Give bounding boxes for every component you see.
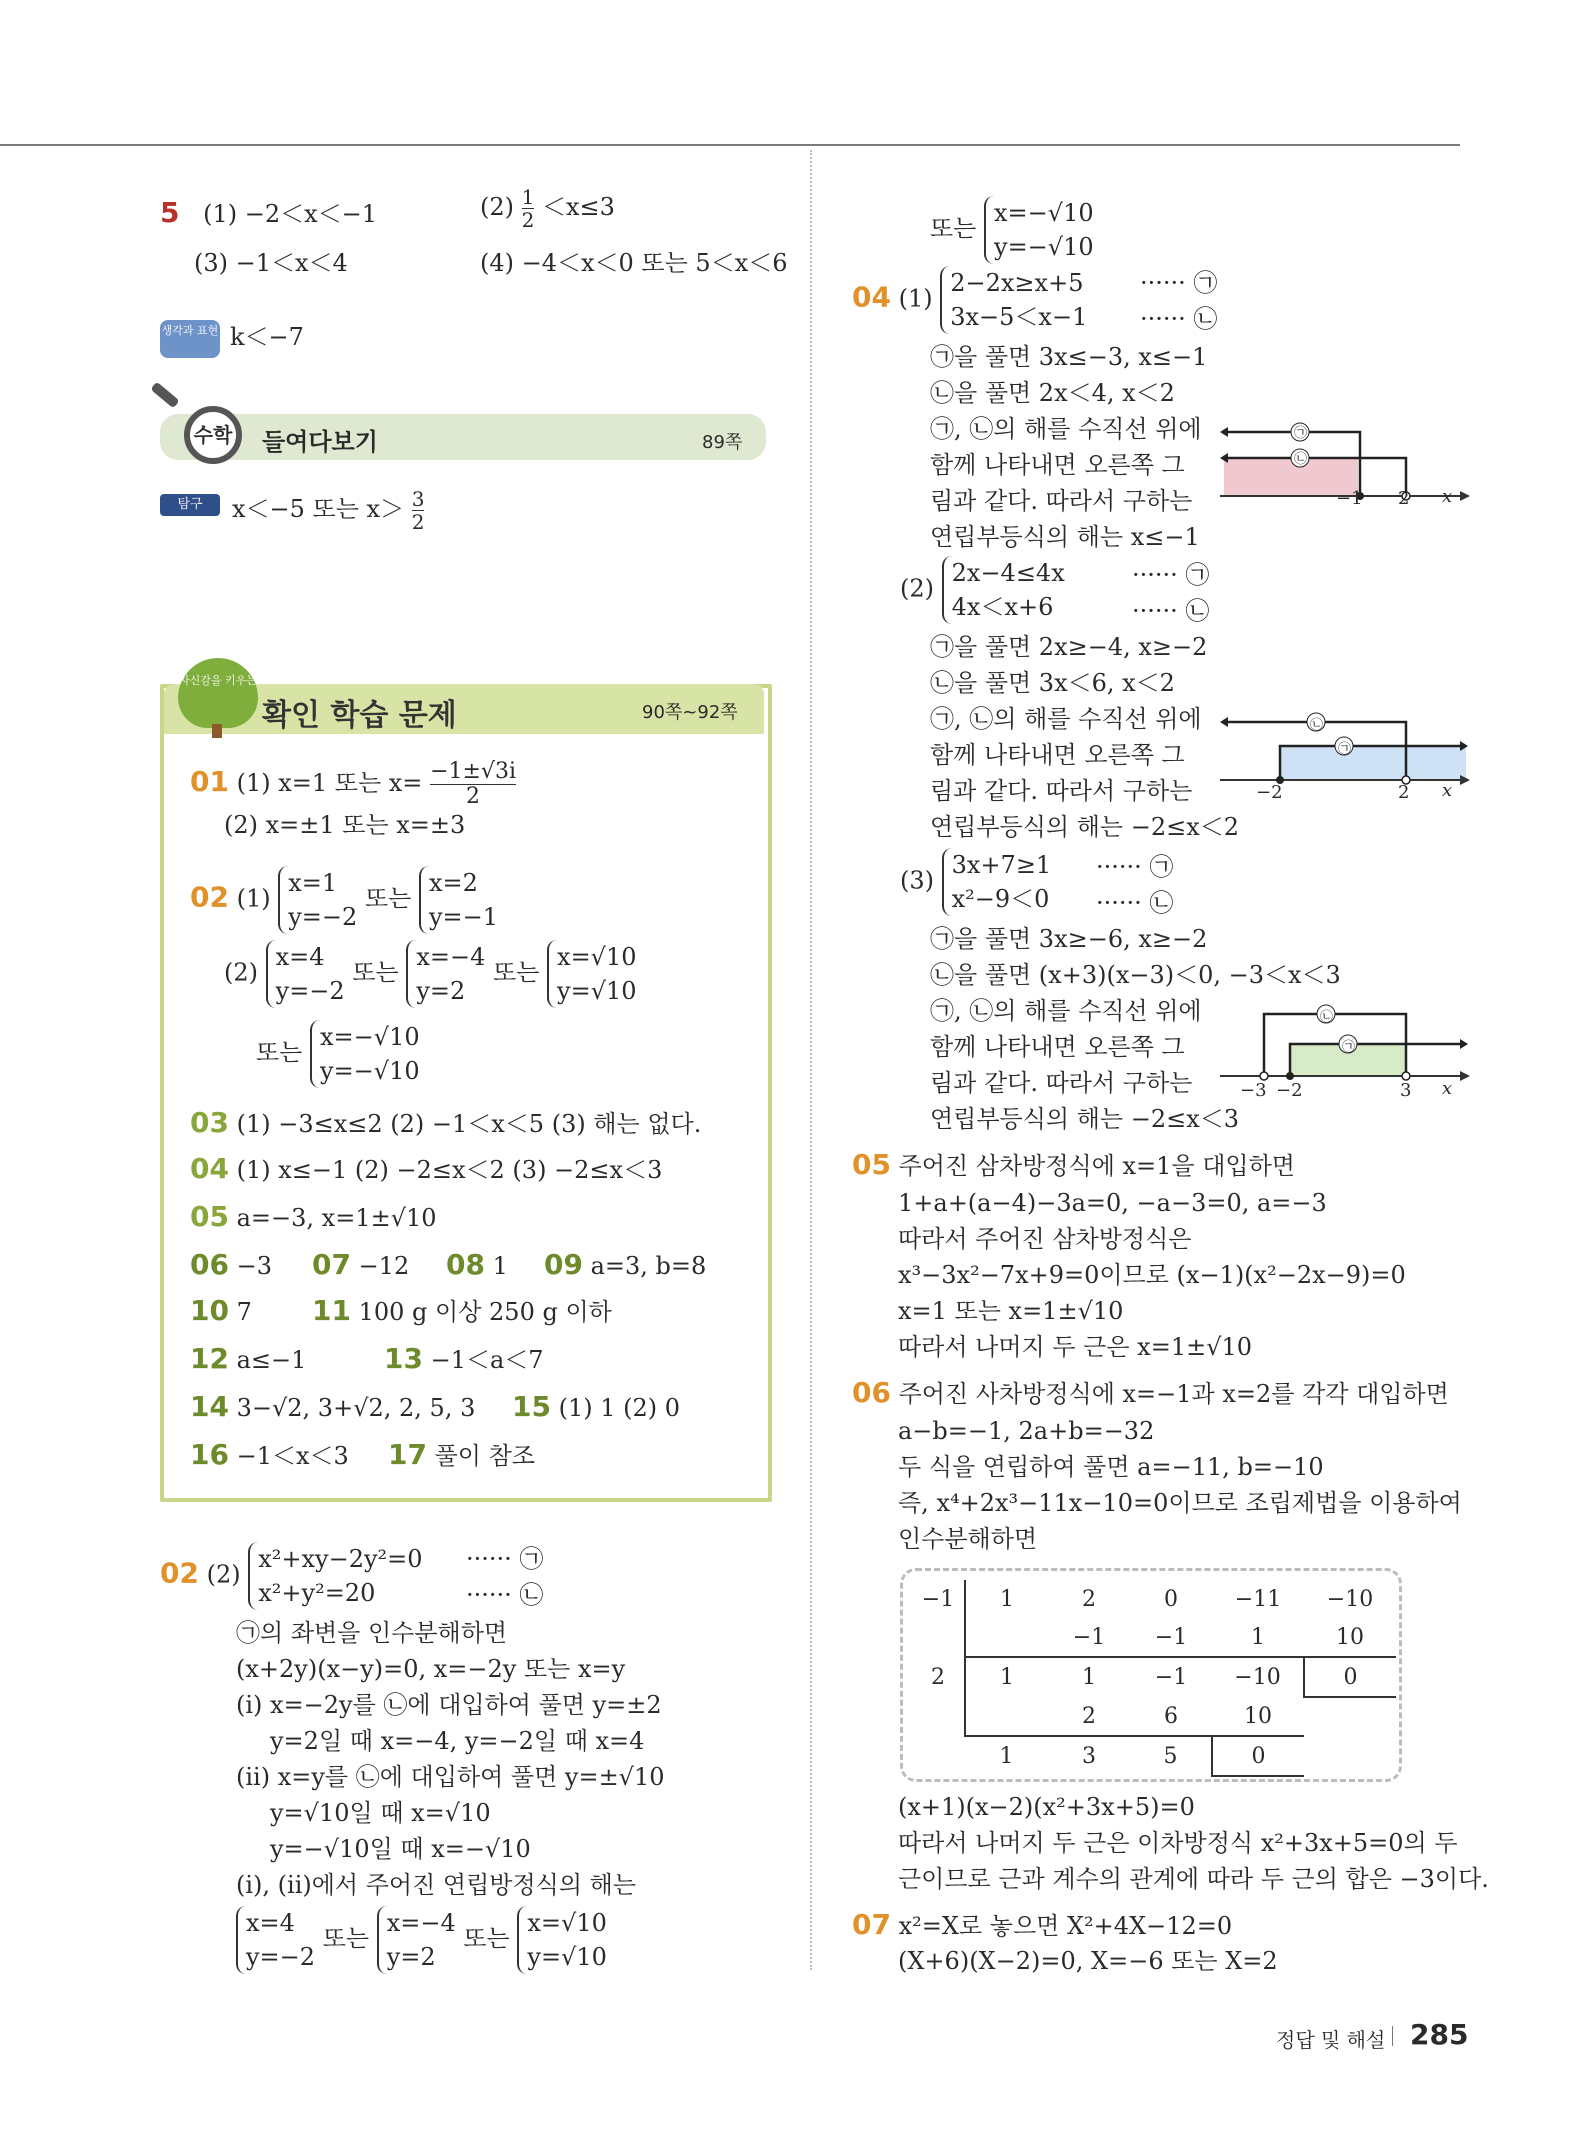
think-badge: 생각과 표현 bbox=[160, 320, 220, 358]
answer-06-text: −3 bbox=[236, 1252, 272, 1280]
nl2-xlabel: x bbox=[1442, 780, 1453, 801]
sol02-line: y=√10일 때 x=√10 bbox=[270, 1799, 491, 1827]
s05-line: 따라서 주어진 삼차방정식은 bbox=[898, 1225, 1192, 1253]
top-continued bbox=[930, 196, 1094, 264]
syn-cell bbox=[912, 1736, 965, 1776]
syn-cell: 1 bbox=[965, 1580, 1048, 1618]
syn-cell: 5 bbox=[1130, 1736, 1212, 1776]
sys-line: x=√10 bbox=[527, 1909, 607, 1937]
answer-02-2-sys1 bbox=[266, 940, 345, 1008]
answer-12-num: 12 bbox=[190, 1342, 229, 1375]
sol02-final-sys3 bbox=[517, 1906, 607, 1974]
s07-num: 07 bbox=[852, 1908, 891, 1941]
answer-03-text: (1) −3≤x≤2 (2) −1＜x＜5 (3) 해는 없다. bbox=[236, 1110, 702, 1138]
syn-remainder: 0 bbox=[1304, 1657, 1396, 1697]
s06-line: 인수분해하면 bbox=[898, 1525, 1038, 1553]
s04-p3-head bbox=[900, 848, 1051, 916]
answer-01-num: 01 bbox=[190, 765, 229, 798]
q5-frac-den: 2 bbox=[521, 208, 535, 232]
synthetic-division-table bbox=[912, 1580, 1396, 1777]
sys-line: y=√10 bbox=[557, 977, 637, 1005]
syn-divisor: −1 bbox=[921, 1586, 955, 1612]
nl1-label1: ㉠ bbox=[1294, 426, 1308, 441]
banner-page: 89쪽 bbox=[702, 432, 743, 453]
sys-line: y=−√10 bbox=[994, 233, 1094, 261]
sys-line: x=−4 bbox=[416, 943, 486, 971]
s04-p3-system bbox=[942, 848, 1052, 916]
footer-label: 정답 및 해설 bbox=[1276, 2028, 1386, 2052]
syn-cell: 0 bbox=[1164, 1586, 1178, 1612]
answer-02-2-cont bbox=[256, 1020, 420, 1088]
top-rule bbox=[0, 144, 1460, 146]
nl3-arrow bbox=[1460, 1071, 1470, 1081]
s05-line: 1+a+(a−4)−3a=0, −a−3=0, a=−3 bbox=[898, 1189, 1327, 1217]
nl3-label1: ㉡ bbox=[1320, 1010, 1334, 1025]
s04-mark: ······ ㉡ bbox=[1132, 597, 1210, 625]
or-text: 또는 bbox=[352, 958, 399, 987]
answer-08-text: 1 bbox=[492, 1252, 508, 1280]
nl1-arrow bbox=[1460, 491, 1470, 501]
s06-line: 따라서 나머지 두 근은 이차방정식 x²+3x+5=0의 두 bbox=[898, 1829, 1458, 1857]
review-pages: 90쪽~92쪽 bbox=[642, 702, 738, 723]
sys-line: x=√10 bbox=[557, 943, 637, 971]
nl3-point-open2 bbox=[1402, 1072, 1410, 1080]
or-text: 또는 bbox=[256, 1038, 303, 1067]
answer-06-num: 06 bbox=[190, 1248, 229, 1281]
s04-line: ㉠을 풀면 3x≥−6, x≥−2 bbox=[930, 925, 1208, 953]
answer-09-num: 09 bbox=[544, 1248, 583, 1281]
answer-01-frac-num: −1±√3i bbox=[430, 759, 516, 784]
s04-num: 04 bbox=[852, 280, 891, 314]
sol02-mark2: ······ ㉡ bbox=[466, 1581, 544, 1609]
tree-icon: 자신감을 키우는 bbox=[178, 658, 258, 728]
s04-line: ㉠, ㉡의 해를 수직선 위에 bbox=[930, 705, 1202, 733]
syn-cell: 2 bbox=[1082, 1703, 1096, 1729]
q5-fraction bbox=[522, 186, 535, 231]
answer-11-num: 11 bbox=[312, 1294, 351, 1327]
answer-11-text: 100 g 이상 250 g 이하 bbox=[358, 1298, 612, 1326]
syn-cell bbox=[1304, 1736, 1396, 1776]
nl3-point-closed bbox=[1286, 1072, 1294, 1080]
review-title: 확인 학습 문제 bbox=[262, 698, 457, 733]
answer-15 bbox=[512, 1392, 680, 1423]
syn-row bbox=[912, 1618, 1396, 1657]
s04-p2-system bbox=[942, 556, 1065, 624]
answer-13-num: 13 bbox=[384, 1342, 423, 1375]
sys-line: x²+y²=20 bbox=[258, 1579, 376, 1607]
nl2-label2: ㉠ bbox=[1338, 742, 1352, 757]
answer-15-text: (1) 1 (2) 0 bbox=[558, 1394, 681, 1422]
s04-mark: ······ ㉠ bbox=[1140, 269, 1218, 297]
syn-cell: 6 bbox=[1164, 1703, 1178, 1729]
s05-text: 주어진 삼차방정식에 x=1을 대입하면 bbox=[898, 1152, 1295, 1180]
answer-16-text: −1＜x＜3 bbox=[236, 1442, 349, 1470]
syn-cell: −1 bbox=[1072, 1624, 1106, 1650]
syn-cell bbox=[912, 1697, 965, 1736]
s05-num: 05 bbox=[852, 1148, 891, 1181]
q5-part2-label: (2) bbox=[480, 193, 514, 221]
answer-05-num: 05 bbox=[190, 1200, 229, 1233]
q5-block bbox=[160, 198, 377, 229]
s04-line: 림과 같다. 따라서 구하는 bbox=[930, 1069, 1193, 1097]
s06-line: a−b=−1, 2a+b=−32 bbox=[898, 1417, 1155, 1445]
or-text: 또는 bbox=[364, 884, 412, 913]
s04-line: 림과 같다. 따라서 구하는 bbox=[930, 777, 1193, 805]
sys-line: x=2 bbox=[428, 869, 478, 897]
s05-line1 bbox=[852, 1150, 1295, 1181]
answer-17-num: 17 bbox=[388, 1438, 427, 1471]
sys-line: x=1 bbox=[288, 869, 338, 897]
syn-cell: 1 bbox=[965, 1736, 1048, 1776]
answer-15-num: 15 bbox=[512, 1390, 551, 1423]
s06-num: 06 bbox=[852, 1376, 891, 1409]
s04-line: ㉠을 풀면 3x≤−3, x≤−1 bbox=[930, 343, 1208, 371]
answer-07-num: 07 bbox=[312, 1248, 351, 1281]
sys-line: x=−√10 bbox=[320, 1023, 420, 1051]
column-separator bbox=[810, 150, 812, 1970]
s07-line1 bbox=[852, 1910, 1232, 1941]
sys-line: x=4 bbox=[275, 943, 325, 971]
sys-line: 2x−4≤4x bbox=[951, 559, 1065, 587]
or-text: 또는 bbox=[930, 214, 977, 243]
syn-cell: 10 bbox=[1336, 1624, 1364, 1650]
answer-02-num: 02 bbox=[190, 880, 229, 914]
answer-12 bbox=[190, 1344, 306, 1375]
syn-cell: −1 bbox=[1154, 1624, 1188, 1650]
answer-04-num: 04 bbox=[190, 1152, 229, 1185]
s04-mark: ······ ㉡ bbox=[1096, 889, 1174, 917]
s04-p3-label: (3) bbox=[900, 866, 934, 895]
answer-09-text: a=3, b=8 bbox=[590, 1252, 707, 1280]
sol02-line: (x+2y)(x−y)=0, x=−2y 또는 x=y bbox=[236, 1655, 626, 1683]
sys-line: x²−9＜0 bbox=[951, 885, 1050, 913]
syn-cell: 2 bbox=[1082, 1586, 1096, 1612]
nl2-tick1: −2 bbox=[1256, 782, 1283, 803]
sys-line: y=−2 bbox=[288, 903, 358, 931]
answer-10 bbox=[190, 1296, 252, 1327]
s04-line: ㉡을 풀면 2x＜4, x＜2 bbox=[930, 379, 1175, 407]
answer-13-text: −1＜a＜7 bbox=[430, 1346, 544, 1374]
syn-cell: 1 bbox=[1048, 1657, 1130, 1697]
answer-05-text: a=−3, x=1±√10 bbox=[236, 1204, 437, 1232]
sys-line: y=2 bbox=[416, 977, 466, 1005]
s06-line1 bbox=[852, 1378, 1449, 1409]
answer-03-num: 03 bbox=[190, 1106, 229, 1139]
s05-line: x³−3x²−7x+9=0이므로 (x−1)(x²−2x−9)=0 bbox=[898, 1261, 1406, 1289]
answer-02-2-sys3 bbox=[547, 940, 637, 1008]
s04-line: 함께 나타내면 오른쪽 그 bbox=[930, 741, 1185, 769]
nl1-label2: ㉡ bbox=[1294, 452, 1308, 467]
answer-07 bbox=[312, 1250, 409, 1281]
s06-line: 근이므로 근과 계수의 관계에 따라 두 근의 합은 −3이다. bbox=[898, 1865, 1489, 1893]
sys-line: x=−4 bbox=[386, 1909, 456, 1937]
answer-02-2-label: (2) bbox=[224, 958, 258, 987]
sol02-system bbox=[248, 1542, 422, 1610]
sys-line: 3x−5＜x−1 bbox=[950, 303, 1088, 331]
answer-16-num: 16 bbox=[190, 1438, 229, 1471]
nl2-shade bbox=[1280, 746, 1466, 780]
math-peek-banner bbox=[160, 414, 766, 460]
nl1-xlabel: x bbox=[1442, 486, 1453, 507]
tree-trunk bbox=[212, 724, 222, 738]
answer-14 bbox=[190, 1392, 475, 1423]
syn-cell: 1 bbox=[1251, 1624, 1265, 1650]
or-text: 또는 bbox=[322, 1924, 370, 1953]
q5-part2 bbox=[480, 186, 615, 231]
syn-remainder: 0 bbox=[1212, 1736, 1304, 1776]
nl3-ineq1-arrow bbox=[1460, 1039, 1468, 1049]
syn-cell: −1 bbox=[1130, 1657, 1212, 1697]
tamgu-frac-den: 2 bbox=[411, 510, 425, 534]
s04-line: ㉠, ㉡의 해를 수직선 위에 bbox=[930, 997, 1202, 1025]
q5-number: 5 bbox=[160, 196, 180, 229]
q5-part2-rest: ＜x≤3 bbox=[542, 193, 615, 221]
s06-line: (x+1)(x−2)(x²+3x+5)=0 bbox=[898, 1793, 1195, 1821]
s04-line: 함께 나타내면 오른쪽 그 bbox=[930, 1033, 1185, 1061]
s07-text: x²=X로 놓으면 X²+4X−12=0 bbox=[898, 1912, 1233, 1940]
s04-line: 연립부등식의 해는 x≤−1 bbox=[930, 523, 1200, 551]
sol02-num: 02 bbox=[160, 1556, 199, 1590]
nl1-tick1: −1 bbox=[1336, 488, 1363, 509]
sol02-label: (2) bbox=[206, 1560, 241, 1589]
syn-row bbox=[912, 1657, 1396, 1697]
s04-p2-head bbox=[900, 556, 1065, 624]
answer-02-2-sys2 bbox=[406, 940, 485, 1008]
s04-line: ㉠을 풀면 2x≥−4, x≥−2 bbox=[930, 633, 1208, 661]
answer-17 bbox=[388, 1440, 535, 1471]
syn-cell bbox=[965, 1618, 1048, 1657]
nl2-label1: ㉡ bbox=[1310, 718, 1324, 733]
answer-04-text: (1) x≤−1 (2) −2≤x＜2 (3) −2≤x＜3 bbox=[236, 1156, 663, 1184]
nl3-tick3: 3 bbox=[1400, 1080, 1412, 1101]
or-text: 또는 bbox=[463, 1924, 510, 1953]
answer-02-1-sys1 bbox=[278, 866, 357, 934]
syn-cell bbox=[912, 1618, 965, 1657]
s04-mark: ······ ㉠ bbox=[1132, 561, 1210, 589]
syn-cell: −11 bbox=[1234, 1586, 1282, 1612]
page-number: 285 bbox=[1410, 2018, 1469, 2051]
sys-line: y=−√10 bbox=[320, 1057, 420, 1085]
answer-16 bbox=[190, 1440, 349, 1471]
syn-row bbox=[912, 1736, 1396, 1776]
s04-line: 연립부등식의 해는 −2≤x＜2 bbox=[930, 813, 1240, 841]
answer-06 bbox=[190, 1250, 272, 1281]
magnifier-handle bbox=[150, 382, 179, 409]
s04-mark: ······ ㉡ bbox=[1140, 305, 1218, 333]
nl3-point-open1 bbox=[1260, 1072, 1268, 1080]
s05-line: x=1 또는 x=1±√10 bbox=[898, 1297, 1124, 1325]
answer-08 bbox=[446, 1250, 508, 1281]
sys-line: x=4 bbox=[246, 1909, 295, 1937]
syn-cell: −10 bbox=[1326, 1586, 1374, 1612]
or-text: 또는 bbox=[493, 958, 540, 987]
sys-line: 2−2x≥x+5 bbox=[950, 269, 1084, 297]
sol02-head bbox=[160, 1542, 423, 1610]
answer-02-1 bbox=[190, 866, 498, 934]
s04-line: ㉡을 풀면 3x＜6, x＜2 bbox=[930, 669, 1175, 697]
nl3-tick2: −2 bbox=[1276, 1080, 1303, 1101]
tamgu-fraction bbox=[412, 488, 425, 533]
tamgu-badge: 탐구 bbox=[160, 494, 220, 516]
magnifier-icon: 수학 bbox=[184, 406, 242, 464]
sys-line: y=−2 bbox=[246, 1943, 316, 1971]
sol02-final bbox=[236, 1906, 607, 1974]
answer-02-1-sys2 bbox=[419, 866, 498, 934]
syn-row bbox=[912, 1697, 1396, 1736]
syn-cell: 3 bbox=[1048, 1736, 1130, 1776]
think-answer: k＜−7 bbox=[230, 323, 304, 351]
answer-17-text: 풀이 참조 bbox=[434, 1442, 535, 1470]
answer-04 bbox=[190, 1154, 662, 1185]
sys-line: y=−2 bbox=[275, 977, 345, 1005]
sol02-line: (i), (ii)에서 주어진 연립방정식의 해는 bbox=[236, 1871, 637, 1899]
footer-divider bbox=[1392, 2026, 1393, 2046]
answer-14-num: 14 bbox=[190, 1390, 229, 1423]
syn-cell: 10 bbox=[1244, 1703, 1272, 1729]
nl1-tick2: 2 bbox=[1398, 488, 1410, 509]
sys-line: x²+xy−2y²=0 bbox=[258, 1545, 423, 1573]
answer-02-1-label: (1) bbox=[236, 884, 271, 913]
s04-mark: ······ ㉠ bbox=[1096, 853, 1174, 881]
sol02-line: ㉠의 좌변을 인수분해하면 bbox=[236, 1619, 508, 1647]
sol02-final-sys1 bbox=[236, 1906, 315, 1974]
sys-line: y=√10 bbox=[527, 1943, 607, 1971]
nl2-tick2: 2 bbox=[1398, 782, 1410, 803]
syn-cell: 1 bbox=[965, 1657, 1048, 1697]
sol02-final-sys2 bbox=[377, 1906, 456, 1974]
sys-line: x=−√10 bbox=[994, 199, 1094, 227]
answer-05 bbox=[190, 1202, 437, 1233]
answer-01-part1: (1) x=1 또는 x= bbox=[236, 769, 423, 797]
answer-01 bbox=[190, 760, 516, 809]
s07-line: (X+6)(X−2)=0, X=−6 또는 X=2 bbox=[898, 1947, 1278, 1975]
tamgu-text: x＜−5 또는 x＞ bbox=[232, 495, 405, 523]
answer-08-num: 08 bbox=[446, 1248, 485, 1281]
answer-03 bbox=[190, 1108, 701, 1139]
s06-line: 두 식을 연립하여 풀면 a=−11, b=−10 bbox=[898, 1453, 1324, 1481]
s06-text: 주어진 사차방정식에 x=−1과 x=2를 각각 대입하면 bbox=[898, 1380, 1449, 1408]
q5-part3: (3) −1＜x＜4 bbox=[194, 249, 348, 277]
s04-p1-system bbox=[940, 266, 1087, 334]
answer-13 bbox=[384, 1344, 544, 1375]
answer-02-2-sys4 bbox=[310, 1020, 420, 1088]
sys-line: 4x＜x+6 bbox=[951, 593, 1054, 621]
nl3-tick1: −3 bbox=[1240, 1080, 1267, 1101]
sol02-line: (ii) x=y를 ㉡에 대입하여 풀면 y=±√10 bbox=[236, 1763, 665, 1791]
answer-01-part2: (2) x=±1 또는 x=±3 bbox=[224, 811, 466, 839]
s04-line: 함께 나타내면 오른쪽 그 bbox=[930, 451, 1185, 479]
s06-line: 즉, x⁴+2x³−11x−10=0이므로 조립제법을 이용하여 bbox=[898, 1489, 1462, 1517]
sol02-line: (i) x=−2y를 ㉡에 대입하여 풀면 y=±2 bbox=[236, 1691, 662, 1719]
q5-part4: (4) −4＜x＜0 또는 5＜x＜6 bbox=[480, 249, 788, 277]
sys-line: y=−1 bbox=[428, 903, 498, 931]
banner-title: 들여다보기 bbox=[262, 428, 378, 456]
s04-line: ㉠, ㉡의 해를 수직선 위에 bbox=[930, 415, 1202, 443]
answer-09 bbox=[544, 1250, 706, 1281]
answer-10-num: 10 bbox=[190, 1294, 229, 1327]
s04-line: 림과 같다. 따라서 구하는 bbox=[930, 487, 1193, 515]
sol02-line: y=2일 때 x=−4, y=−2일 때 x=4 bbox=[270, 1727, 645, 1755]
nl2-ineq1-arrow bbox=[1220, 717, 1228, 727]
s04-p2-label: (2) bbox=[900, 574, 934, 603]
q5-frac-num: 1 bbox=[521, 185, 535, 209]
nl1-ineq1-arrow bbox=[1220, 427, 1228, 437]
sol02-mark1: ······ ㉠ bbox=[466, 1545, 544, 1573]
s04-p1-head bbox=[852, 266, 1087, 334]
answer-02-2 bbox=[224, 940, 637, 1008]
tamgu-frac-num: 3 bbox=[411, 487, 425, 511]
sys-line: y=2 bbox=[386, 1943, 436, 1971]
s04-line: 연립부등식의 해는 −2≤x＜3 bbox=[930, 1105, 1240, 1133]
s04-line: ㉡을 풀면 (x+3)(x−3)＜0, −3＜x＜3 bbox=[930, 961, 1341, 989]
syn-cell bbox=[1304, 1697, 1396, 1736]
answer-01-fraction bbox=[430, 760, 516, 809]
tamgu-answer bbox=[232, 488, 424, 533]
s05-line: 따라서 나머지 두 근은 x=1±√10 bbox=[898, 1333, 1253, 1361]
answer-11 bbox=[312, 1296, 612, 1327]
answer-07-text: −12 bbox=[358, 1252, 410, 1280]
syn-divisor: 2 bbox=[931, 1664, 945, 1690]
nl3-xlabel: x bbox=[1442, 1078, 1453, 1099]
top-system bbox=[984, 196, 1094, 264]
answer-14-text: 3−√2, 3+√2, 2, 5, 3 bbox=[236, 1394, 476, 1422]
syn-cell: −10 bbox=[1212, 1657, 1304, 1697]
answer-12-text: a≤−1 bbox=[236, 1346, 307, 1374]
sol02-line: y=−√10일 때 x=−√10 bbox=[270, 1835, 531, 1863]
sys-line: 3x+7≥1 bbox=[951, 851, 1052, 879]
syn-cell bbox=[965, 1697, 1048, 1736]
answer-01-frac-den: 2 bbox=[466, 784, 481, 809]
q5-part1: (1) −2＜x＜−1 bbox=[203, 200, 378, 228]
s04-p1-label: (1) bbox=[898, 284, 933, 313]
nl3-label2: ㉠ bbox=[1342, 1040, 1356, 1055]
answer-10-text: 7 bbox=[236, 1298, 252, 1326]
syn-row bbox=[912, 1580, 1396, 1618]
